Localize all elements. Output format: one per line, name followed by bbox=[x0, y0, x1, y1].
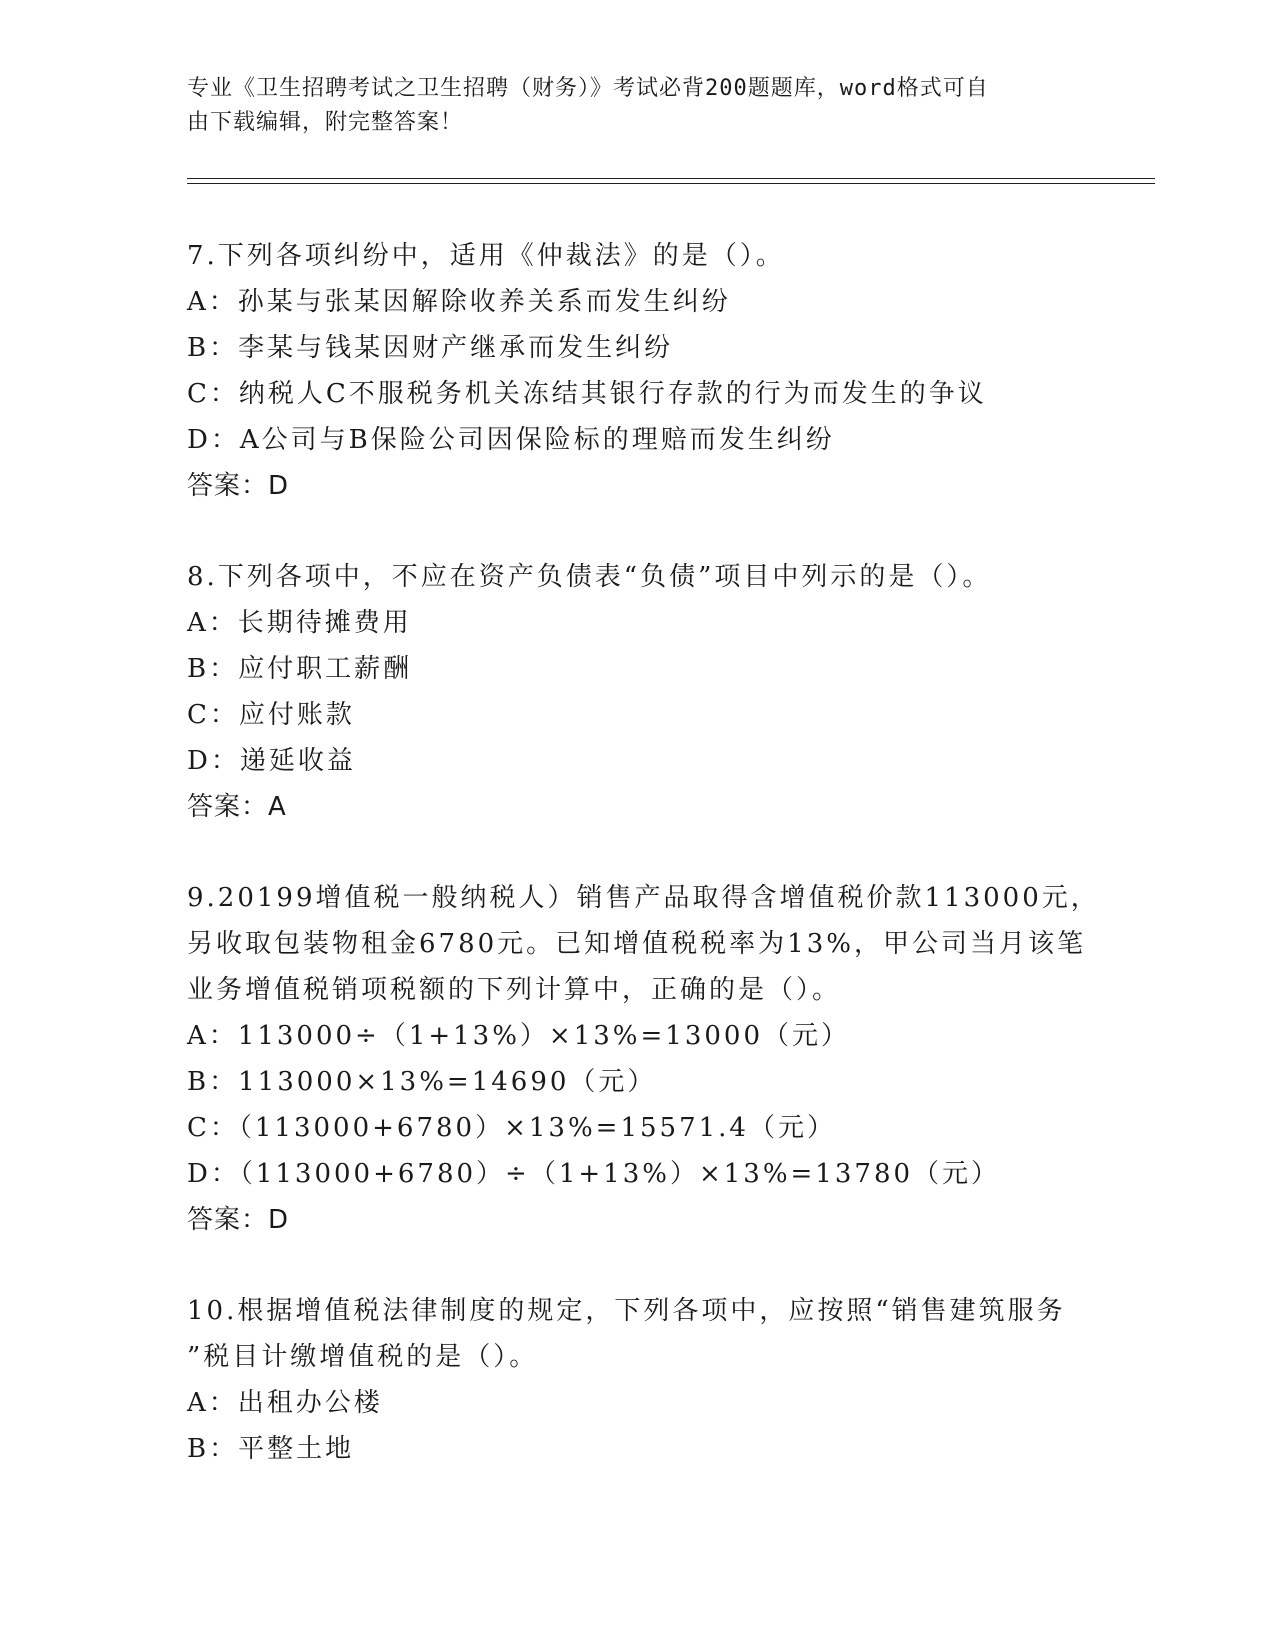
option-b: B：李某与钱某因财产继承而发生纠纷 bbox=[187, 333, 674, 363]
answer: 答案：D bbox=[187, 471, 290, 501]
option-c: C：纳税人C不服税务机关冻结其银行存款的行为而发生的争议 bbox=[187, 379, 987, 409]
option-a: A：113000÷（1+13%）×13%=13000（元） bbox=[187, 1021, 850, 1051]
option-d: D：递延收益 bbox=[187, 746, 356, 776]
option-c: C：（113000+6780）×13%=15571.4（元） bbox=[187, 1113, 836, 1143]
option-b: B：应付职工薪酬 bbox=[187, 654, 413, 684]
option-d: D：（113000+6780）÷（1+13%）×13%=13780（元） bbox=[187, 1159, 1001, 1189]
question-8 bbox=[187, 554, 1087, 830]
question-10 bbox=[187, 1288, 1087, 1472]
option-a: A：出租办公楼 bbox=[187, 1388, 383, 1418]
answer: 答案：A bbox=[187, 792, 287, 822]
option-c: C：应付账款 bbox=[187, 700, 355, 730]
option-b: B：平整土地 bbox=[187, 1434, 355, 1464]
header-divider-bottom bbox=[187, 183, 1155, 184]
option-d: D：A公司与B保险公司因保险标的理赔而发生纠纷 bbox=[187, 425, 835, 455]
question-stem: 7.下列各项纠纷中，适用《仲裁法》的是（）。 bbox=[187, 241, 785, 271]
option-b: B：113000×13%=14690（元） bbox=[187, 1067, 657, 1097]
question-stem-line-2: 另收取包装物租金6780元。已知增值税税率为13%，甲公司当月该笔 bbox=[187, 929, 1086, 959]
question-7 bbox=[187, 233, 1087, 509]
document-header bbox=[187, 72, 1067, 140]
answer: 答案：D bbox=[187, 1205, 290, 1235]
header-divider-top bbox=[187, 178, 1155, 179]
header-line-1: 专业《卫生招聘考试之卫生招聘（财务）》考试必背200题题库，word格式可自 bbox=[187, 76, 989, 101]
option-a: A：孙某与张某因解除收养关系而发生纠纷 bbox=[187, 287, 731, 317]
question-stem-line-2: ”税目计缴增值税的是（）。 bbox=[187, 1342, 539, 1372]
option-a: A：长期待摊费用 bbox=[187, 608, 412, 638]
header-line-2: 由下载编辑，附完整答案！ bbox=[187, 110, 464, 135]
question-9 bbox=[187, 875, 1100, 1243]
question-stem-line-1: 10.根据增值税法律制度的规定，下列各项中，应按照“销售建筑服务 bbox=[187, 1296, 1066, 1326]
question-stem: 8.下列各项中，不应在资产负债表“负债”项目中列示的是（）。 bbox=[187, 562, 992, 592]
question-stem-line-3: 业务增值税销项税额的下列计算中，正确的是（）。 bbox=[187, 975, 842, 1005]
question-stem-line-1: 9.20199增值税一般纳税人）销售产品取得含增值税价款113000元， bbox=[187, 883, 1100, 913]
